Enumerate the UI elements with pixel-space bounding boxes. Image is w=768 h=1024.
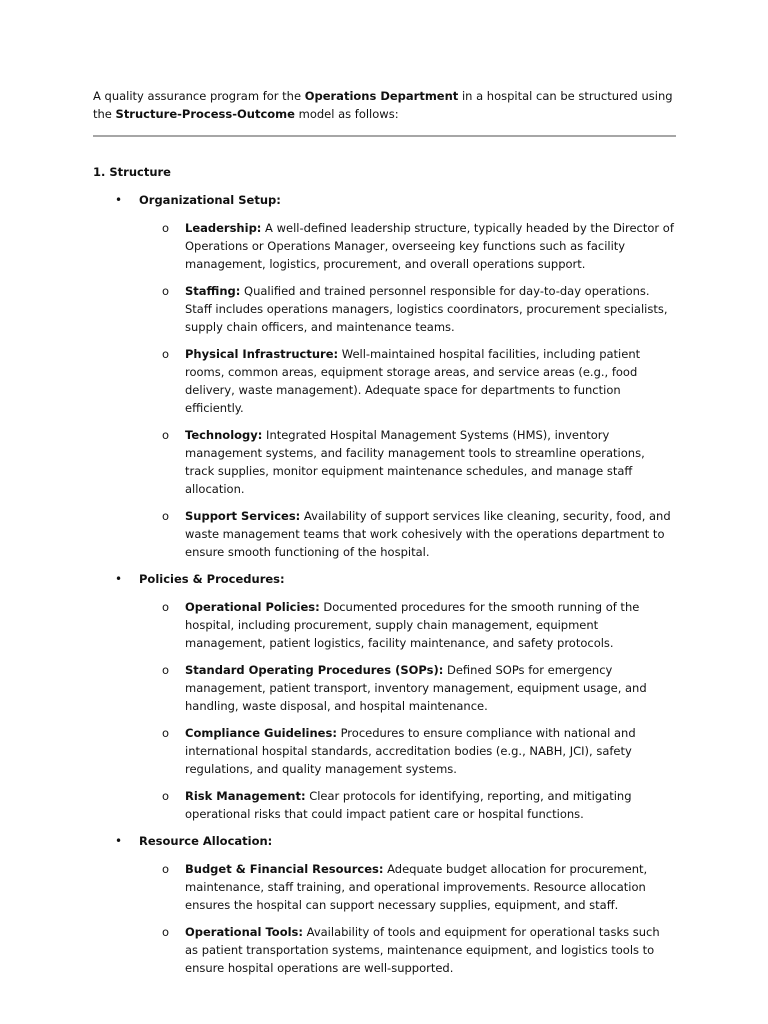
intro-bold-model: Structure-Process-Outcome — [115, 107, 295, 121]
intro-paragraph — [93, 87, 676, 123]
item-term: Budget & Financial Resources: — [185, 862, 384, 876]
list-item — [139, 345, 676, 417]
circle-bullet-icon: o — [162, 221, 170, 235]
list-item — [139, 787, 676, 823]
document-page — [93, 87, 676, 986]
list-item — [139, 219, 676, 273]
circle-bullet-icon: o — [162, 428, 170, 442]
group-organizational-setup — [93, 191, 676, 561]
circle-bullet-icon: o — [162, 862, 170, 876]
bullet-icon: • — [115, 834, 123, 848]
item-term: Operational Tools: — [185, 925, 303, 939]
section-title: 1. Structure — [93, 165, 171, 179]
item-term: Risk Management: — [185, 789, 306, 803]
list-item — [139, 507, 676, 561]
horizontal-rule — [93, 135, 676, 137]
item-text: Availability of support services like cleaning, security, food, and waste management teams that work cohesively with the operations department to ensure smooth functioning of the hospital. — [185, 509, 671, 559]
sub-list — [139, 860, 676, 977]
item-term: Physical Infrastructure: — [185, 347, 339, 361]
item-text: Procedures to ensure compliance with national and international hospital standards, accreditation bodies (e.g., NABH, JCI), safety regulations, and quality management systems. — [185, 726, 636, 776]
sub-list — [139, 598, 676, 823]
item-text: Clear protocols for identifying, reporting, and mitigating operational risks that could impact patient care or hospital functions. — [185, 789, 632, 821]
item-text: Adequate budget allocation for procurement, maintenance, staff training, and operational improvements. Resource allocation ensures the hospital can support necessary supplies, equipment, and staff. — [185, 862, 648, 912]
item-text: Integrated Hospital Management Systems (HMS), inventory management systems, and facility management tools to streamline operations, track supplies, monitor equipment maintenance schedules, and manage staff allocation. — [185, 428, 645, 496]
intro-text-2: in a hospital can be structured using the — [93, 89, 673, 121]
group-title: Policies & Procedures: — [139, 572, 285, 586]
item-text: Defined SOPs for emergency management, patient transport, inventory management, equipment usage, and handling, waste disposal, and hospital maintenance. — [185, 663, 647, 713]
circle-bullet-icon: o — [162, 663, 170, 677]
list-item — [139, 724, 676, 778]
item-term: Leadership: — [185, 221, 262, 235]
item-term: Technology: — [185, 428, 263, 442]
list-item — [139, 860, 676, 914]
circle-bullet-icon: o — [162, 726, 170, 740]
item-term: Compliance Guidelines: — [185, 726, 337, 740]
item-term: Operational Policies: — [185, 600, 320, 614]
circle-bullet-icon: o — [162, 509, 170, 523]
group-policies-procedures — [93, 570, 676, 823]
item-text: A well-defined leadership structure, typically headed by the Director of Operations or Operations Manager, overseeing key functions such as facility management, logistics, procurement, and overall operations support. — [185, 221, 674, 271]
item-text: Availability of tools and equipment for operational tasks such as patient transportation systems, maintenance equipment, and logistics tools to ensure hospital operations are well-supported. — [185, 925, 660, 975]
item-term: Standard Operating Procedures (SOPs): — [185, 663, 444, 677]
group-resource-allocation — [93, 832, 676, 977]
list-item — [139, 598, 676, 652]
bullet-icon: • — [115, 193, 123, 207]
group-title: Organizational Setup: — [139, 193, 281, 207]
item-term: Support Services: — [185, 509, 301, 523]
intro-bold-department: Operations Department — [304, 89, 459, 103]
circle-bullet-icon: o — [162, 284, 170, 298]
item-text: Qualified and trained personnel responsible for day-to-day operations. Staff includes operations managers, logistics coordinators, procurement specialists, supply chain officers, and maintenance teams. — [185, 284, 668, 334]
item-text: Well-maintained hospital facilities, including patient rooms, common areas, equipment storage areas, and service areas (e.g., food delivery, waste management). Adequate space for departments to function efficiently. — [185, 347, 641, 415]
circle-bullet-icon: o — [162, 600, 170, 614]
sub-list — [139, 219, 676, 561]
item-term: Staffing: — [185, 284, 241, 298]
list-item — [139, 426, 676, 498]
circle-bullet-icon: o — [162, 925, 170, 939]
intro-text-3: model as follows: — [294, 107, 399, 121]
group-title: Resource Allocation: — [139, 834, 273, 848]
list-item — [139, 282, 676, 336]
intro-text-1: A quality assurance program for the — [93, 89, 305, 103]
item-text: Documented procedures for the smooth running of the hospital, including procurement, supply chain management, equipment management, patient logistics, facility maintenance, and safety protocols. — [185, 600, 640, 650]
structure-list — [93, 191, 676, 977]
bullet-icon: • — [115, 572, 123, 586]
list-item — [139, 923, 676, 977]
circle-bullet-icon: o — [162, 789, 170, 803]
circle-bullet-icon: o — [162, 347, 170, 361]
list-item — [139, 661, 676, 715]
